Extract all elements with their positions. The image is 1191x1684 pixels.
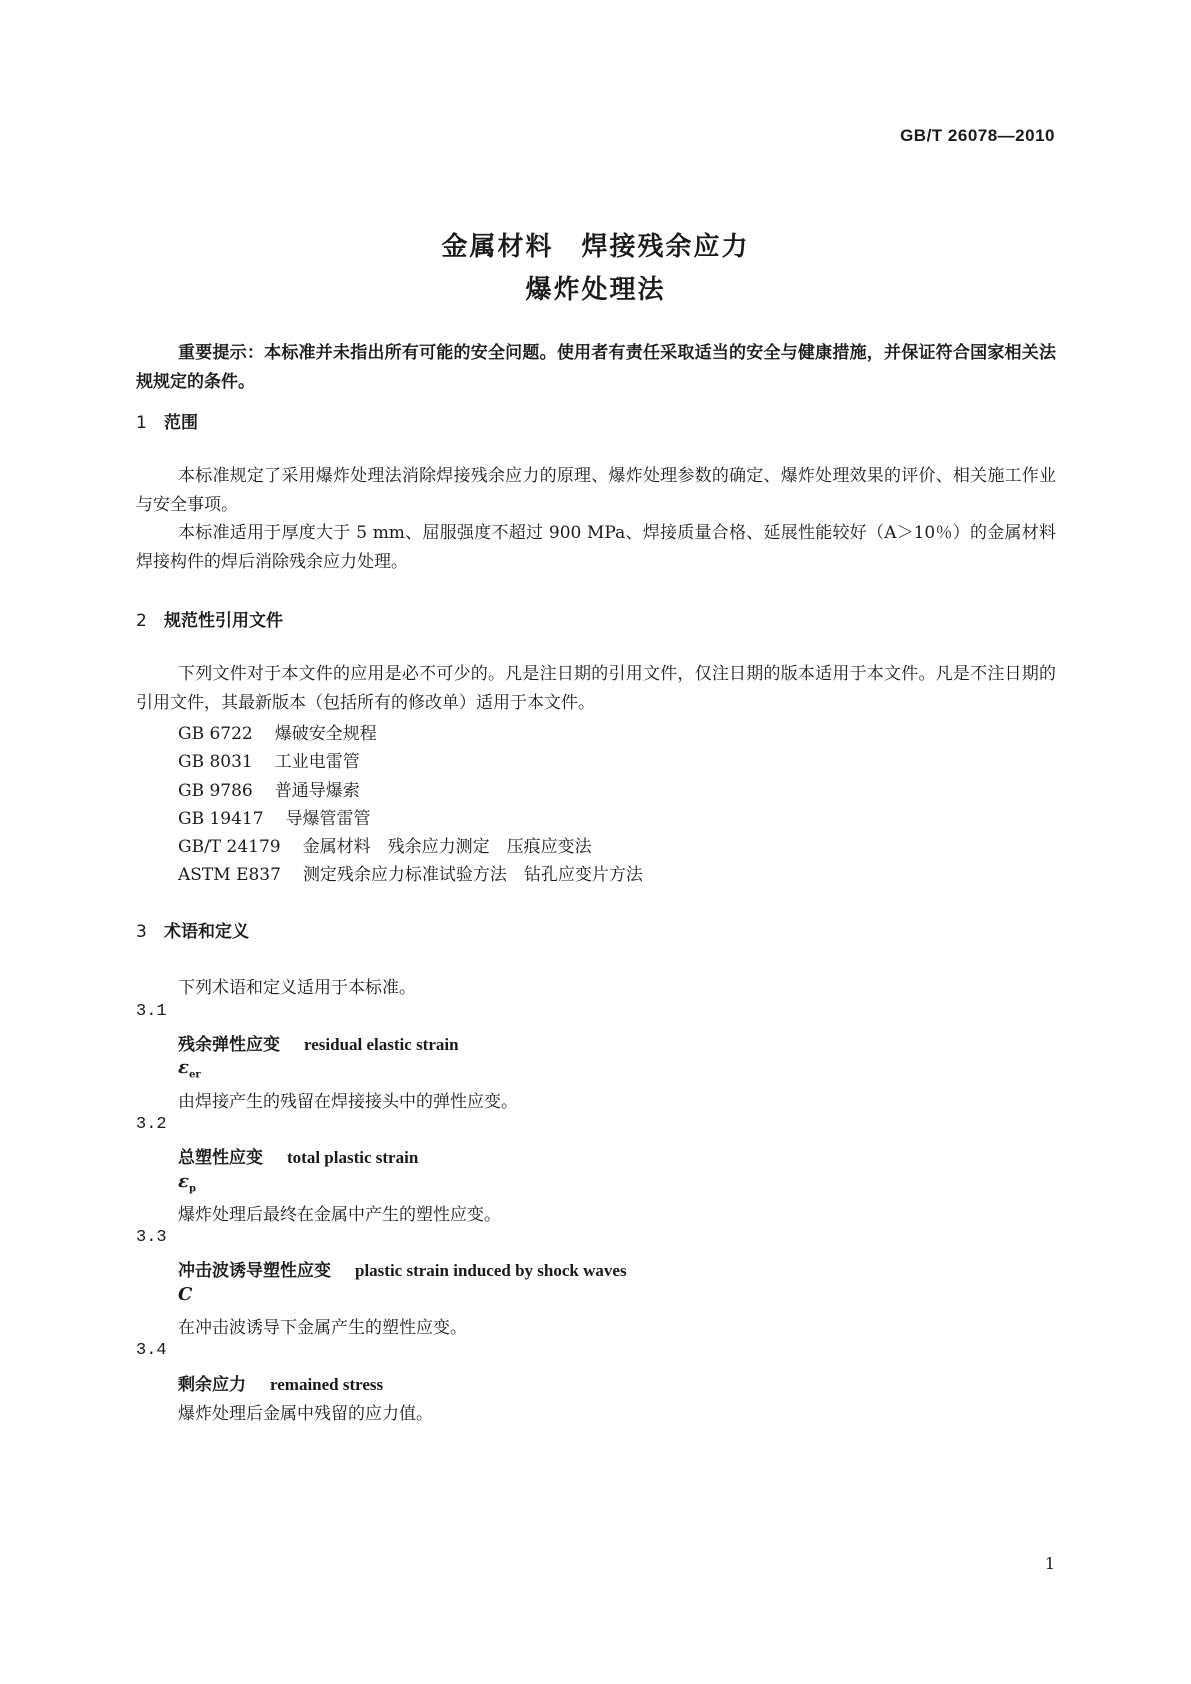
safety-notice: 重要提示：本标准并未指出所有可能的安全问题。使用者有责任采取适当的安全与健康措施，并保证符合国家相关法规规定的条件。 [136,343,1056,392]
term-symbol-main: ε [178,1171,189,1192]
reference-title: 测定残余应力标准试验方法 钻孔应变片方法 [302,865,643,885]
section-1-paragraph-2: 本标准适用于厚度大于 5 mm、屈服强度不超过 900 MPa、焊接质量合格、延展性能较好（A＞10％）的金属材料焊接构件的焊后消除残余应力处理。 [136,523,1056,572]
reference-code: GB 19417 [178,809,264,829]
reference-code: GB 8031 [178,752,253,772]
term-name-zh: 剩余应力 [178,1375,246,1395]
section-1-paragraph-1: 本标准规定了采用爆炸处理法消除焊接残余应力的原理、爆炸处理参数的确定、爆炸处理效果的评价、相关施工作业与安全事项。 [136,466,1056,515]
term-symbol-main: ε [178,1057,189,1078]
reference-code: ASTM E837 [178,865,281,885]
term-symbol [178,1284,192,1308]
term-number: 3.4 [136,1341,167,1360]
reference-title: 普通导爆索 [274,781,360,801]
reference-title: 工业电雷管 [274,752,360,772]
section-number: 3 [136,922,147,942]
term-number: 3.2 [136,1115,167,1134]
term-name-en: plastic strain induced by shock waves [355,1261,627,1280]
section-3-intro: 下列术语和定义适用于本标准。 [178,978,416,998]
term-name-en: total plastic strain [287,1148,419,1167]
term-symbol [178,1057,201,1081]
document-title-line2: 爆炸处理法 [525,275,666,305]
section-3-heading [136,917,249,942]
term-name [178,1370,383,1395]
term-name [178,1143,418,1168]
section-title: 规范性引用文件 [164,611,283,631]
reference-item [178,776,360,801]
reference-code: GB 9786 [178,781,253,801]
term-symbol-sub: er [188,1069,201,1081]
term-definition: 爆炸处理后金属中残留的应力值。 [178,1404,433,1424]
term-definition: 在冲击波诱导下金属产生的塑性应变。 [178,1318,467,1338]
term-symbol-sub: p [188,1183,196,1195]
section-2-intro: 下列文件对于本文件的应用是必不可少的。凡是注日期的引用文件，仅注日期的版本适用于本文件。凡是不注日期的引用文件，其最新版本（包括所有的修改单）适用于本文件。 [136,664,1056,713]
term-name-en: residual elastic strain [304,1035,459,1054]
reference-item [178,860,643,885]
term-name [178,1256,627,1281]
reference-item [178,832,592,857]
reference-title: 金属材料 残余应力测定 压痕应变法 [302,837,592,857]
reference-code: GB/T 24179 [178,837,281,857]
reference-code: GB 6722 [178,724,253,744]
section-2-heading [136,606,283,631]
page-number: 1 [1044,1554,1055,1573]
section-number: 1 [136,413,147,433]
term-name-en: remained stress [270,1375,384,1394]
section-title: 术语和定义 [164,922,249,942]
term-symbol-main: C [178,1284,193,1305]
reference-item [178,747,360,772]
term-name [178,1030,459,1055]
term-symbol [178,1171,196,1195]
term-definition: 爆炸处理后最终在金属中产生的塑性应变。 [178,1205,501,1225]
term-definition: 由焊接产生的残留在焊接接头中的弹性应变。 [178,1092,518,1112]
term-number: 3.3 [136,1228,167,1247]
standard-code: GB/T 26078—2010 [900,126,1055,145]
section-1-heading [136,408,198,433]
reference-title: 导爆管雷管 [285,809,371,829]
reference-item [178,804,371,829]
term-number: 3.1 [136,1002,167,1021]
reference-item [178,719,377,744]
term-name-zh: 残余弹性应变 [178,1035,280,1055]
reference-title: 爆破安全规程 [274,724,377,744]
section-title: 范围 [164,413,198,433]
document-title-line1: 金属材料 焊接残余应力 [441,232,750,262]
section-number: 2 [136,611,147,631]
term-name-zh: 总塑性应变 [178,1148,263,1168]
term-name-zh: 冲击波诱导塑性应变 [178,1261,331,1281]
